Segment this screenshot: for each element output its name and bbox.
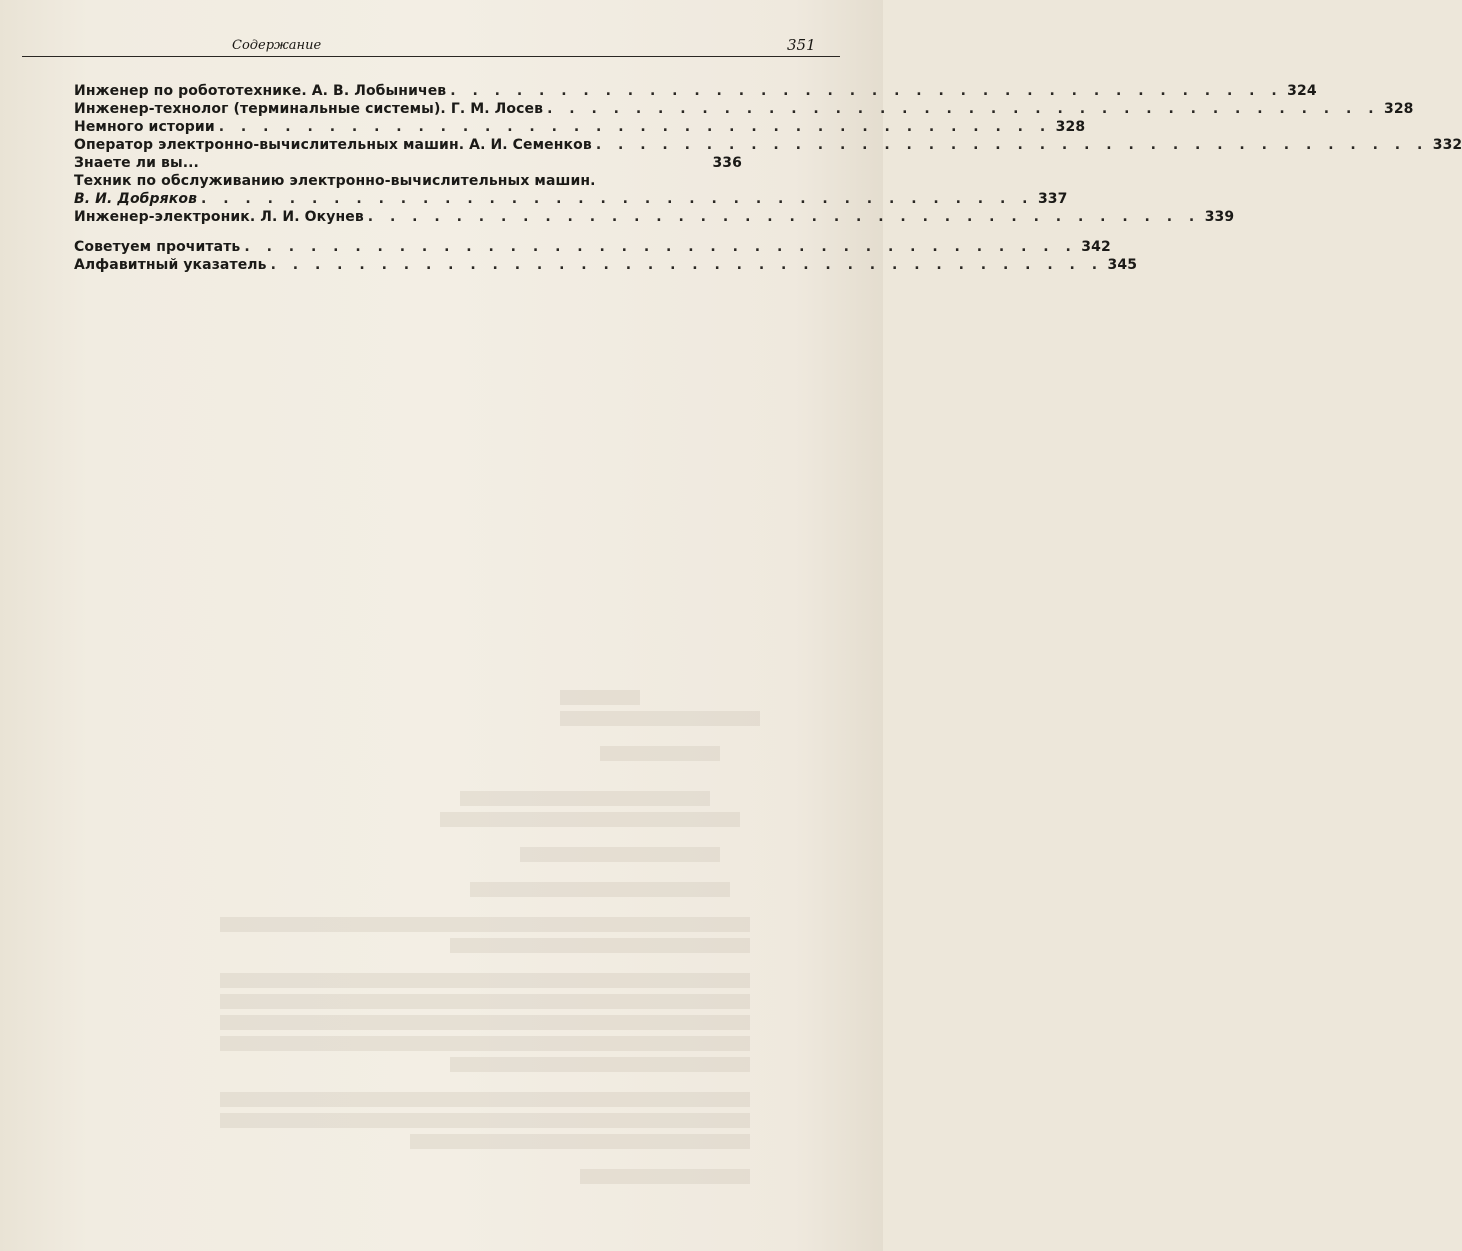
show-through-line: [220, 1113, 750, 1128]
toc-entry-page: 328: [1383, 101, 1414, 117]
toc-leader-dots: . . . . . . . . . . . . . . . . . . . . . . . . . . . . . . . . . . . . . .: [450, 83, 1283, 99]
show-through-area: [220, 690, 780, 1190]
toc-entry: [74, 100, 1414, 118]
toc-leader-dots: . . . . . . . . . . . . . . . . . . . . . . . . . . . . . . . . . . . . . .: [367, 209, 1201, 225]
toc-entry-title: Техник по обслуживанию электронно-вычислительных машин.: [74, 173, 596, 189]
show-through-line: [220, 1036, 750, 1051]
toc-entry-title: Инженер-технолог (терминальные системы). Г. М. Лосев: [74, 101, 544, 117]
toc-leader-dots: . . . . . . . . . . . . . . . . . . . . . . . . . . . . . . . . . . . . . .: [595, 137, 1429, 153]
running-head-title: Содержание: [232, 38, 322, 53]
toc-spacer: [74, 226, 742, 238]
show-through-line: [600, 746, 720, 761]
show-through-line: [450, 1057, 750, 1072]
toc-entry-page: 324: [1287, 83, 1317, 99]
show-through-line: [560, 711, 760, 726]
show-through-line: [520, 847, 720, 862]
toc-entry-page: 332: [1432, 137, 1462, 153]
toc-leader-dots: . . . . . . . . . . . . . . . . . . . . . . . . . . . . . . . . . . . . . .: [218, 119, 1052, 135]
toc-entry-title: Алфавитный указатель: [74, 257, 267, 273]
toc-entry: [74, 118, 1086, 136]
toc-entry-title: Инженер по робототехнике. А. В. Лобыничев: [74, 83, 447, 99]
show-through-line: [220, 994, 750, 1009]
toc-entry: [74, 154, 742, 172]
toc-entry: [74, 82, 1317, 100]
show-through-line: [410, 1134, 750, 1149]
page-number: 351: [787, 36, 816, 54]
toc-entry-page: 328: [1055, 119, 1086, 135]
toc-leader-dots: . . . . . . . . . . . . . . . . . . . . . . . . . . . . . . . . . . . . . .: [201, 191, 1034, 207]
toc-entry-title: Советуем прочитать: [74, 239, 241, 255]
toc-entry: [74, 256, 1138, 274]
toc-entry-page: 336: [712, 155, 742, 171]
toc-entry-title: Оператор электронно-вычислительных машин. А. И. Семенков: [74, 137, 592, 153]
show-through-line: [220, 1092, 750, 1107]
header-rule: [22, 56, 840, 57]
show-through-line: [460, 791, 710, 806]
toc-entry-page: 337: [1037, 191, 1068, 207]
toc-entry: [74, 172, 742, 190]
toc-entry-title: Знаете ли вы...: [74, 155, 199, 171]
show-through-line: [220, 917, 750, 932]
toc-entry: [74, 136, 1462, 154]
toc-entry: [74, 208, 1235, 226]
toc-entry-page: 345: [1107, 257, 1138, 273]
show-through-line: [440, 812, 740, 827]
show-through-line: [450, 938, 750, 953]
toc-entry-page: 342: [1081, 239, 1111, 255]
show-through-line: [560, 690, 640, 705]
toc-entry-title: В. И. Добряков: [74, 191, 198, 207]
show-through-line: [220, 1015, 750, 1030]
show-through-line: [580, 1169, 750, 1184]
toc-entry: [74, 190, 1068, 208]
toc-entry: [74, 238, 1111, 256]
toc-entry-title: Немного истории: [74, 119, 215, 135]
toc-entry-page: 339: [1204, 209, 1235, 225]
show-through-line: [220, 973, 750, 988]
toc-leader-dots: . . . . . . . . . . . . . . . . . . . . . . . . . . . . . . . . . . . . . .: [244, 239, 1077, 255]
toc-leader-dots: . . . . . . . . . . . . . . . . . . . . . . . . . . . . . . . . . . . . . .: [270, 257, 1104, 273]
running-head: [0, 34, 883, 58]
show-through-line: [470, 882, 730, 897]
toc-entry-title: Инженер-электроник. Л. И. Окунев: [74, 209, 364, 225]
toc-leader-dots: . . . . . . . . . . . . . . . . . . . . . . . . . . . . . . . . . . . . . .: [547, 101, 1380, 117]
table-of-contents: [74, 82, 1462, 274]
